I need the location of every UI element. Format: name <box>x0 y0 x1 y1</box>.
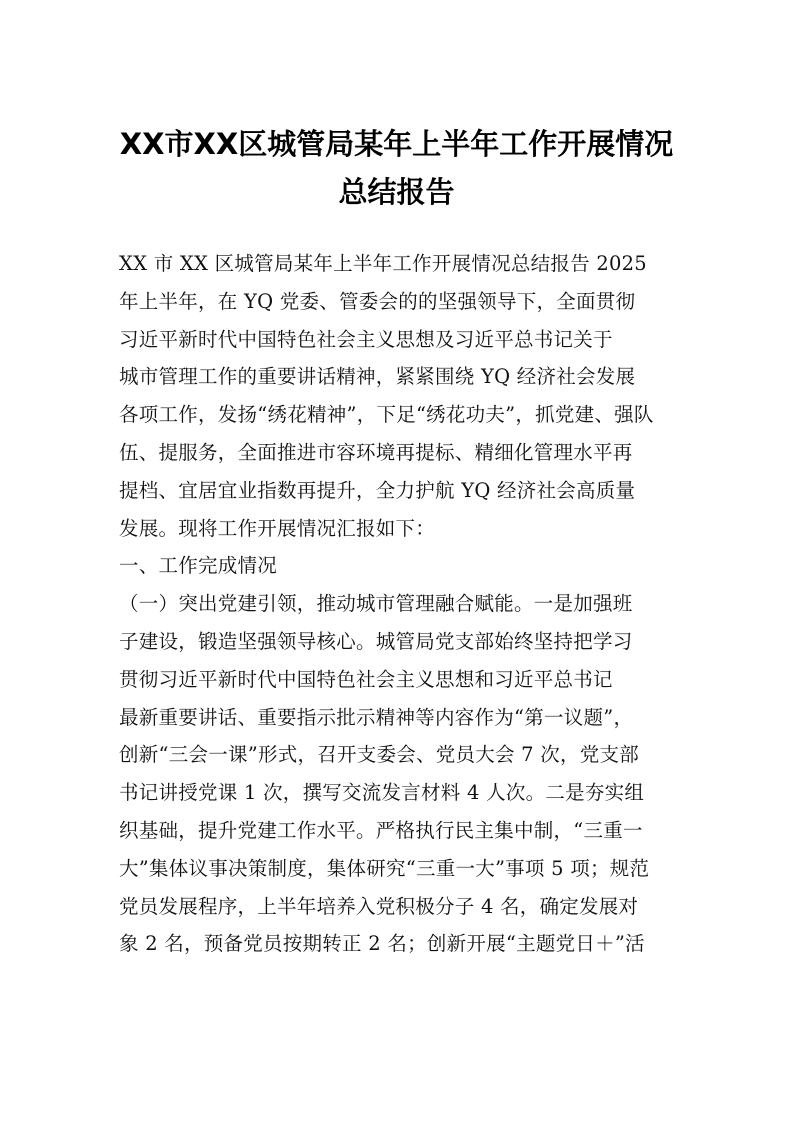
body-line: 习近平新时代中国特色社会主义思想及习近平总书记关于 <box>119 327 613 351</box>
body-line: 党员发展程序，上半年培养入党积极分子 4 名，确定发展对 <box>119 894 639 918</box>
body-line: 城市管理工作的重要讲话精神，紧紧围绕 YQ 经济社会发展 <box>119 365 636 389</box>
body-line: （一）突出党建引领，推动城市管理融合赋能。一是加强班 <box>119 592 633 616</box>
body-line: 书记讲授党课 1 次，撰写交流发言材料 4 人次。二是夯实组 <box>119 781 645 805</box>
body-line: 伍、提服务，全面推进市容环境再提标、精细化管理水平再 <box>119 440 633 464</box>
body-line: 创新“三会一课”形式，召开支委会、党员大会 7 次，党支部 <box>119 743 639 767</box>
section-heading: 一、工作完成情况 <box>119 554 278 578</box>
body-line: 发展。现将工作开展情况汇报如下： <box>119 516 436 540</box>
body-line: 贯彻习近平新时代中国特色社会主义思想和习近平总书记 <box>119 667 613 691</box>
body-line: 织基础，提升党建工作水平。严格执行民主集中制，“三重一 <box>119 818 643 842</box>
document-body <box>119 245 682 963</box>
body-line: 各项工作，发扬“绣花精神”，下足“绣花功夫”，抓党建、强队 <box>119 403 654 427</box>
body-line: 最新重要讲话、重要指示批示精神等内容作为“第一议题”， <box>119 705 634 729</box>
body-line: 大”集体议事决策制度，集体研究“三重一大”事项 5 项；规范 <box>119 856 650 880</box>
body-line: 子建设，锻造坚强领导核心。城管局党支部始终坚持把学习 <box>119 629 633 653</box>
document-title-line1: XX市XX区城管局某年上半年工作开展情况 <box>119 127 674 161</box>
body-line: 年上半年，在 YQ 党委、管委会的的坚强领导下，全面贯彻 <box>119 289 636 313</box>
body-line: 象 2 名，预备党员按期转正 2 名；创新开展“主题党日＋”活 <box>119 932 645 956</box>
document-title-line2: 总结报告 <box>338 175 455 209</box>
body-line: XX 市 XX 区城管局某年上半年工作开展情况总结报告 2025 <box>119 252 647 275</box>
body-line: 提档、宜居宜业指数再提升，全力护航 YQ 经济社会高质量 <box>119 478 636 502</box>
